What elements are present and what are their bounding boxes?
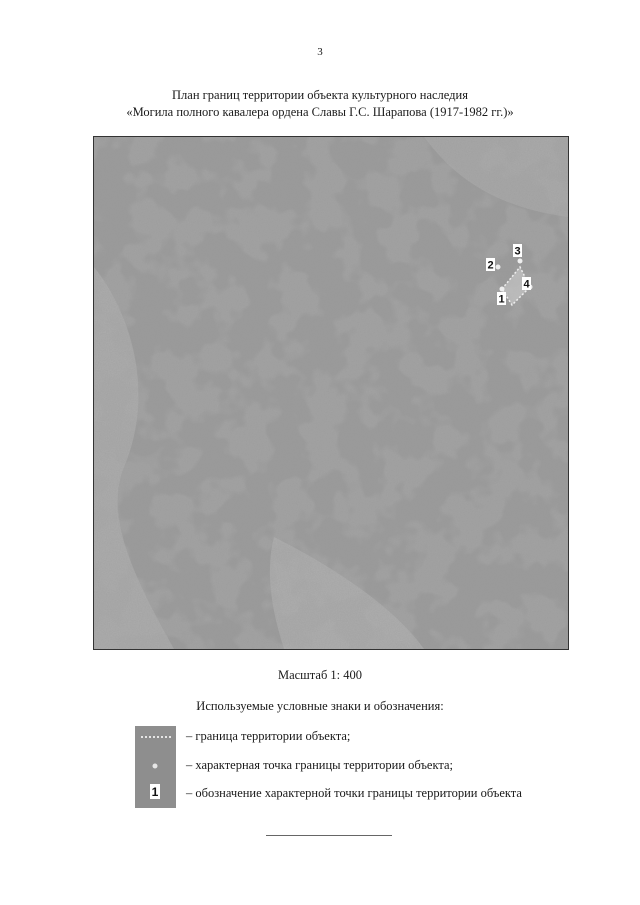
aerial-photo [94, 137, 568, 649]
boundary-point-icon [153, 764, 158, 769]
svg-text:1: 1 [151, 785, 159, 799]
title-line-2: «Могила полного кавалера ордена Славы Г.С. Шарапова (1917-1982 гг.)» [126, 105, 514, 119]
bottom-rule [266, 835, 392, 836]
legend-swatch [135, 726, 176, 808]
svg-text:1: 1 [498, 293, 505, 306]
photo-grain [94, 137, 568, 649]
page-number: 3 [317, 46, 323, 58]
legend-item-boundary: – граница территории объекта; [186, 729, 351, 743]
title-line-1: План границ территории объекта культурного наследия [172, 88, 468, 102]
svg-text:3: 3 [514, 245, 521, 258]
legend-item-point-label: – обозначение характерной точки границы территории объекта [186, 786, 522, 800]
legend-item-point: – характерная точка границы территории объекта; [186, 758, 454, 772]
legend-title: Используемые условные знаки и обозначения: [196, 699, 444, 713]
svg-text:2: 2 [487, 259, 494, 272]
aerial-map [93, 136, 569, 650]
page-title [40, 87, 600, 121]
svg-text:4: 4 [523, 278, 530, 291]
boundary-point-4 [522, 277, 533, 291]
point-label-icon [150, 784, 160, 799]
scale-label: Масштаб 1: 400 [277, 668, 363, 682]
